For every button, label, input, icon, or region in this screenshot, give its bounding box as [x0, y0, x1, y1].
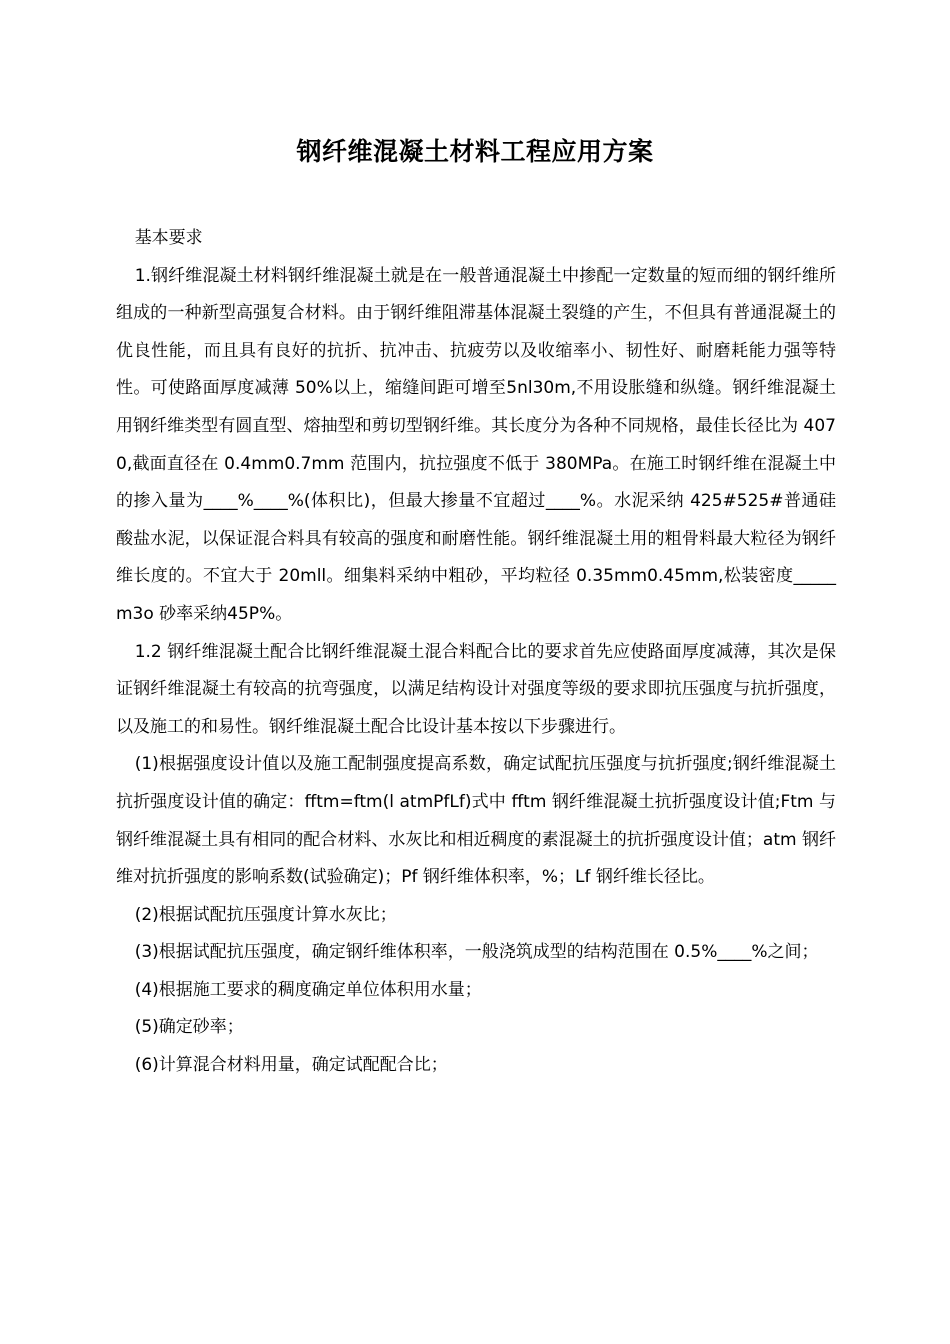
paragraph-step-1: (1)根据强度设计值以及施工配制强度提高系数，确定试配抗压强度与抗折强度;钢纤维混凝土抗折强度设计值的确定：fftm=ftm(l atmPfLf)式中 fftm 钢纤维混凝土抗折强度设计值;Ftm 与钢纤维混凝土具有相同的配合材料、水灰比和相近稠度的素混凝土的抗折强度设计值；atm 钢纤维对抗折强度的影响系数(试验确定)；Pf 钢纤维体积率，%；Lf 钢纤维长径比。	[116, 754, 836, 888]
document-title: 钢纤维混凝土材料工程应用方案	[296, 137, 654, 166]
paragraph-step-3: (3)根据试配抗压强度，确定钢纤维体积率，一般浇筑成型的结构范围在 0.5%____%之间；	[134, 942, 819, 963]
paragraph-mix-proportion: 1.2 钢纤维混凝土配合比钢纤维混凝土混合料配合比的要求首先应使路面厚度减薄，其次是保证钢纤维混凝土有较高的抗弯强度，以满足结构设计对强度等级的要求即抗压强度与抗折强度，以及施工的和易性。钢纤维混凝土配合比设计基本按以下步骤进行。	[116, 641, 836, 737]
paragraph-step-5: (5)确定砂率；	[134, 1017, 244, 1038]
paragraph-step-2: (2)根据试配抗压强度计算水灰比；	[134, 904, 397, 925]
paragraph-steel-fiber-materials: 1.钢纤维混凝土材料钢纤维混凝土就是在一般普通混凝土中掺配一定数量的短而细的钢纤维所组成的一种新型高强复合材料。由于钢纤维阻滞基体混凝土裂缝的产生，不但具有普通混凝土的优良性能，而且具有良好的抗折、抗冲击、抗疲劳以及收缩率小、韧性好、耐磨耗能力强等特性。可使路面厚度减薄 50%以上，缩缝间距可增至5nl30m,不用设胀缝和纵缝。钢纤维混凝土用钢纤维类型有圆直型、熔抽型和剪切型钢纤维。其长度分为各种不同规格，最佳长径比为 4070,截面直径在 0.4mm0.7mm 范围内，抗拉强度不低于 380MPa。在施工时钢纤维在混凝土中的掺入量为____%____%(体积比)，但最大掺量不宜超过____%。水泥采纳 425#525#普通硅酸盐水泥，以保证混合料具有较高的强度和耐磨性能。钢纤维混凝土用的粗骨料最大粒径为钢纤维长度的。不宜大于 20mll。细集料采纳中粗砂，平均粒径 0.35mm0.45mm,松装密度_____m3o 砂率采纳45P%。	[116, 265, 836, 624]
section-heading: 基本要求	[134, 228, 203, 248]
paragraph-step-4: (4)根据施工要求的稠度确定单位体积用水量；	[134, 979, 482, 1000]
document-body	[116, 220, 836, 1085]
paragraph-step-6: (6)计算混合材料用量，确定试配配合比；	[134, 1055, 448, 1076]
